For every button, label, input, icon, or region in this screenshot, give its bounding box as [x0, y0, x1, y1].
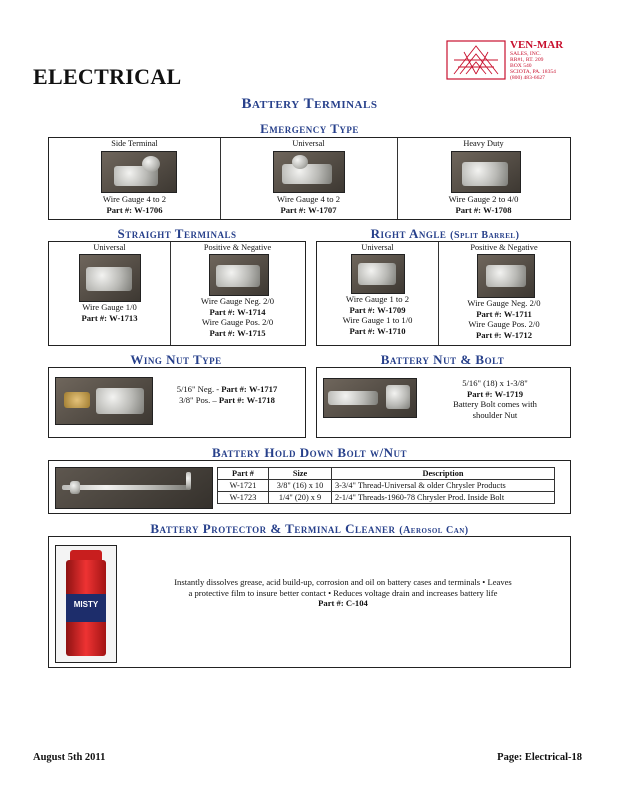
logo-company-name: VEN-MAR	[510, 39, 564, 51]
straight-terminals-heading: Straight Terminals	[117, 226, 237, 241]
emergency-type-heading: Emergency Type	[260, 121, 359, 136]
wire-gauge: Wire Gauge Neg. 2/0	[467, 298, 541, 308]
protector-heading	[0, 521, 619, 537]
wire-gauge: Wire Gauge 2 to 4/0	[448, 194, 519, 204]
footer-date: August 5th 2011	[33, 752, 106, 763]
column-header: Part #	[218, 468, 269, 480]
protector-box	[48, 536, 571, 668]
part-number: W-1710	[377, 325, 406, 336]
part-number: W-1714	[237, 306, 266, 317]
product-label: Universal	[292, 139, 325, 148]
product-info	[220, 194, 397, 215]
hold-down-heading: Battery Hold Down Bolt w/Nut	[211, 445, 408, 460]
product-cell	[220, 139, 397, 150]
table-cell: W-1723	[218, 492, 269, 504]
terminal-photo	[209, 254, 269, 296]
part-label: Part #:	[466, 388, 493, 399]
table-header-row	[218, 468, 555, 480]
product-info	[49, 194, 220, 215]
part-label: Part #:	[476, 308, 502, 319]
table-cell: W-1721	[218, 480, 269, 492]
battery-nut-bolt-box	[316, 367, 571, 438]
table-cell: 3/8" (16) x 10	[269, 480, 332, 492]
terminal-photo	[273, 151, 345, 193]
product-cell	[397, 139, 570, 150]
wire-gauge: Wire Gauge 4 to 2	[102, 194, 167, 204]
right-angle-subtitle: (Split Barrel)	[450, 230, 520, 241]
table-row	[218, 492, 555, 504]
protector-subtitle: (Aerosol Can)	[399, 525, 469, 536]
product-cell	[49, 139, 220, 150]
part-number: W-1707	[308, 204, 337, 215]
part-label: Part #:	[209, 306, 236, 317]
wire-gauge: Wire Gauge 1 to 1/0	[342, 315, 413, 325]
page-title: ELECTRICAL	[33, 64, 182, 89]
product-info	[438, 298, 570, 340]
product-cell	[49, 243, 170, 254]
logo-line: SCIOTA, PA. 18354	[510, 69, 556, 75]
right-angle-box	[316, 241, 571, 346]
nut-bolt-photo	[323, 378, 417, 418]
part-number: W-1709	[377, 304, 406, 315]
product-label: Positive & Negative	[470, 243, 538, 252]
logo-line: RR#1, RT. 209	[510, 57, 544, 63]
table-cell: 3-3/4" Thread-Universal & older Chrysler Products	[332, 480, 555, 492]
company-logo	[446, 40, 586, 82]
wing-nut-photo	[55, 377, 153, 425]
battery-nut-bolt-heading: Battery Nut & Bolt	[380, 352, 505, 367]
product-label: Universal	[361, 243, 394, 252]
wing-nut-heading: Wing Nut Type	[130, 352, 222, 367]
part-label: Part #:	[455, 204, 482, 215]
terminal-photo	[351, 254, 405, 294]
part-label: Part #:	[280, 204, 307, 215]
part-number: W-1711	[503, 308, 532, 319]
can-brand: MISTY	[73, 600, 99, 609]
wire-gauge: Wire Gauge Pos. 2/0	[201, 317, 274, 327]
logo-text	[510, 40, 563, 81]
product-info	[317, 294, 438, 336]
part-number: W-1708	[483, 204, 512, 215]
wire-gauge: Wire Gauge 1/0	[82, 302, 137, 312]
wire-gauge: Wire Gauge 4 to 2	[276, 194, 341, 204]
table-row	[218, 480, 555, 492]
part-label: Part #:	[349, 325, 376, 336]
product-label: Universal	[93, 243, 126, 252]
table-cell: 2-1/4" Threads-1960-78 Chrysler Prod. Inside Bolt	[332, 492, 555, 504]
wing-nut-info	[153, 384, 301, 405]
wing-nut-box	[48, 367, 306, 438]
wire-gauge: Wire Gauge Neg. 2/0	[200, 296, 275, 306]
product-label: Positive & Negative	[203, 243, 272, 252]
right-angle-title: Right Angle	[370, 226, 447, 241]
logo-line: (800) 483-6627	[510, 75, 545, 81]
wire-gauge: Wire Gauge 1 to 2	[345, 294, 410, 304]
part-number: W-1706	[134, 204, 163, 215]
product-cell	[317, 243, 438, 254]
product-info	[49, 302, 170, 323]
terminal-photo	[451, 151, 521, 193]
nut-bolt-info	[425, 378, 565, 420]
table-cell: 1/4" (20) x 9	[269, 492, 332, 504]
protector-info	[121, 577, 565, 609]
terminal-photo	[79, 254, 141, 302]
footer-page-number: Page: Electrical-18	[497, 752, 582, 763]
bolt-note: Battery Bolt comes with	[453, 399, 537, 409]
part-label: Part #:	[221, 384, 247, 394]
part-number: W-1717	[248, 384, 278, 394]
protector-title: Battery Protector & Terminal Cleaner	[150, 521, 396, 536]
logo-line: BOX 540	[510, 63, 532, 69]
part-number: W-1713	[109, 312, 138, 323]
product-info	[397, 194, 570, 215]
part-label: Part #:	[209, 327, 236, 338]
emergency-type-box	[48, 137, 571, 220]
part-number: W-1712	[503, 329, 532, 340]
part-label: Part #:	[318, 598, 344, 608]
product-label: Side Terminal	[111, 139, 158, 148]
part-number: C-104	[345, 598, 368, 608]
aerosol-can-photo	[55, 545, 117, 663]
terminal-photo	[477, 254, 535, 298]
column-header: Description	[332, 468, 555, 480]
part-number: W-1715	[237, 327, 266, 338]
part-label: Part #:	[106, 204, 133, 215]
part-number: W-1718	[246, 394, 275, 405]
logo-line: SALES, INC.	[510, 51, 541, 57]
bolt-note: shoulder Nut	[472, 409, 518, 420]
battery-terminals-heading: Battery Terminals	[241, 96, 378, 112]
part-label: Part #:	[81, 312, 108, 323]
right-angle-heading	[318, 226, 572, 242]
hold-down-bolt-photo	[55, 467, 213, 509]
product-label: Heavy Duty	[463, 139, 504, 148]
product-cell	[438, 243, 570, 254]
part-number: W-1719	[494, 388, 523, 399]
hold-down-table	[217, 467, 555, 504]
wing-nut-size: 5/16" Neg. -	[176, 384, 222, 394]
straight-terminals-box	[48, 241, 306, 346]
wire-gauge: Wire Gauge Pos. 2/0	[468, 319, 540, 329]
wing-nut-size: 3/8" Pos. –	[179, 394, 219, 405]
product-info	[170, 296, 305, 338]
part-label: Part #:	[475, 329, 502, 340]
part-label: Part #:	[218, 394, 245, 405]
terminal-photo	[101, 151, 177, 193]
protector-description: a protective film to insure better contact • Reduces voltage drain and increases battery life	[188, 587, 498, 598]
hold-down-box	[48, 460, 571, 514]
bolt-size: 5/16" (18) x 1-3/8"	[462, 378, 528, 388]
logo-grid-icon	[446, 40, 506, 80]
product-cell	[170, 243, 305, 254]
column-header: Size	[269, 468, 332, 480]
part-label: Part #:	[349, 304, 376, 315]
protector-description: Instantly dissolves grease, acid build-up, corrosion and oil on battery cases and terminals • Leaves	[174, 577, 512, 587]
